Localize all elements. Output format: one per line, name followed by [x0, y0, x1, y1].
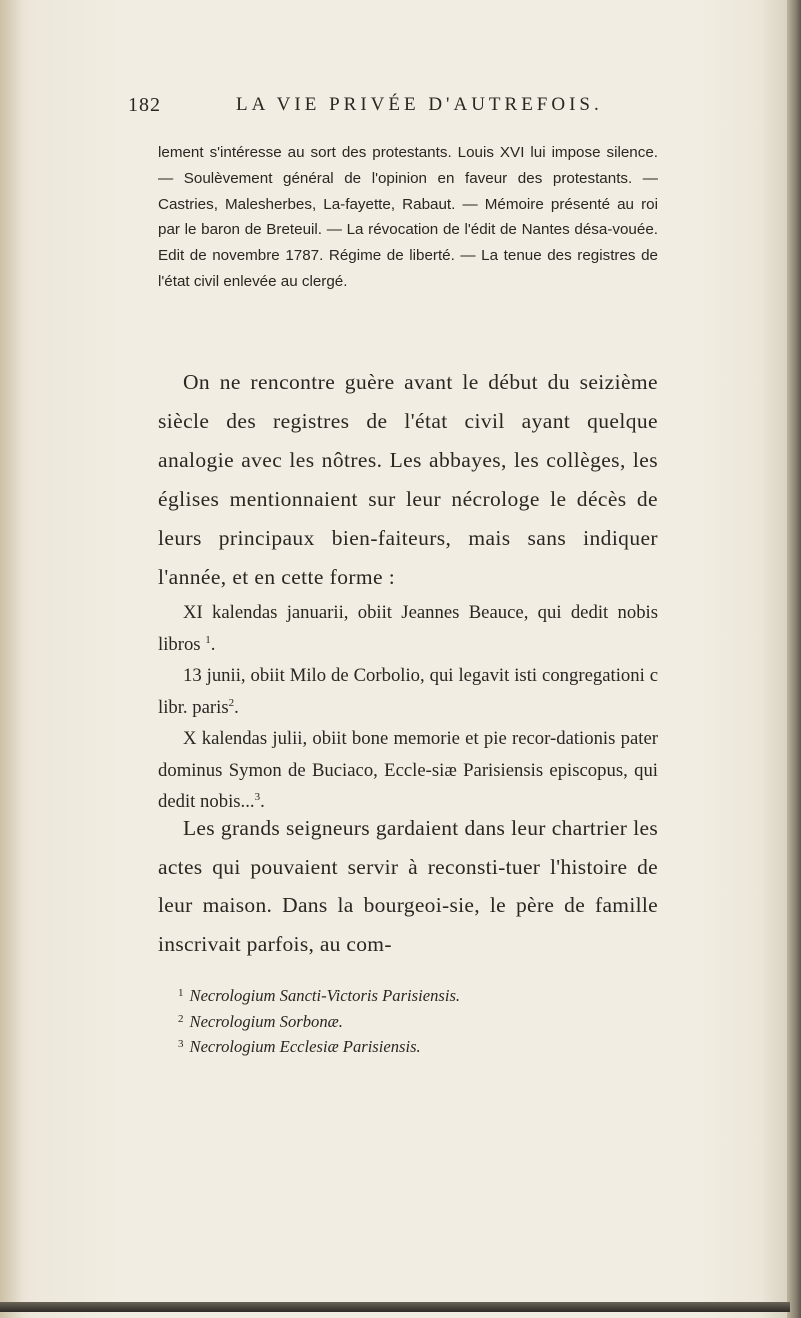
bottom-scan-edge	[0, 1302, 790, 1312]
footnote-3: $^3$ Necrologium Ecclesiæ Parisiensis.	[178, 1037, 421, 1056]
necrology-quotations	[158, 597, 658, 818]
quotation-3: X kalendas julii, obiit bone memorie et pie recor-dationis pater dominus Symon de Buciaco, Eccle-siæ Parisiensis episcopus, qui dedit nobis...$^3$.	[158, 728, 658, 812]
body-paragraph-2: Les grands seigneurs gardaient dans leur chartrier les actes qui pouvaient servir à reconsti-tuer l'histoire de leur maison. Dans la bourgeoi-sie, le père de famille inscrivait parfois, au com-	[158, 816, 658, 957]
quotation-1: XI kalendas januarii, obiit Jeannes Beauce, qui dedit nobis libros $^1$.	[158, 602, 658, 655]
book-binding-edge	[787, 0, 801, 1318]
page-edge-shadow	[0, 0, 22, 1318]
running-title: LA VIE PRIVÉE D'AUTREFOIS.	[236, 94, 603, 115]
quotation-2: 13 junii, obiit Milo de Corbolio, qui legavit isti congregationi c libr. paris$^2$.	[158, 665, 658, 718]
chapter-summary: lement s'intéresse au sort des protestants. Louis XVI lui impose silence. — Soulèvement général de l'opinion en faveur des protestants. — Castries, Malesherbes, La-fayette, Rabaut. — Mémoire présenté au roi par le baron de Breteuil. — La révocation de l'édit de Nantes désa-vouée. Edit de novembre 1787. Régime de liberté. — La tenue des registres de l'état civil enlevée au clergé.	[158, 144, 658, 290]
footnote-2: $^2$ Necrologium Sorbonæ.	[178, 1011, 343, 1031]
page-number: 182	[128, 94, 161, 116]
body-paragraph-1: On ne rencontre guère avant le début du seizième siècle des registres de l'état civil ayant quelque analogie avec les nôtres. Les abbayes, les collèges, les églises mentionnaient sur leur nécrologe le décès de leurs principaux bien-faiteurs, mais sans indiquer l'année, et en cette forme :	[158, 370, 658, 589]
footnote-ref-3: 3	[254, 791, 261, 803]
running-head	[0, 94, 801, 126]
footnote-1: $^1$ Necrologium Sancti-Victoris Parisiensis.	[178, 986, 461, 1005]
footnotes	[178, 982, 658, 1059]
footnote-ref-1: 1	[205, 633, 211, 646]
footnote-ref-2: 2	[228, 696, 235, 709]
